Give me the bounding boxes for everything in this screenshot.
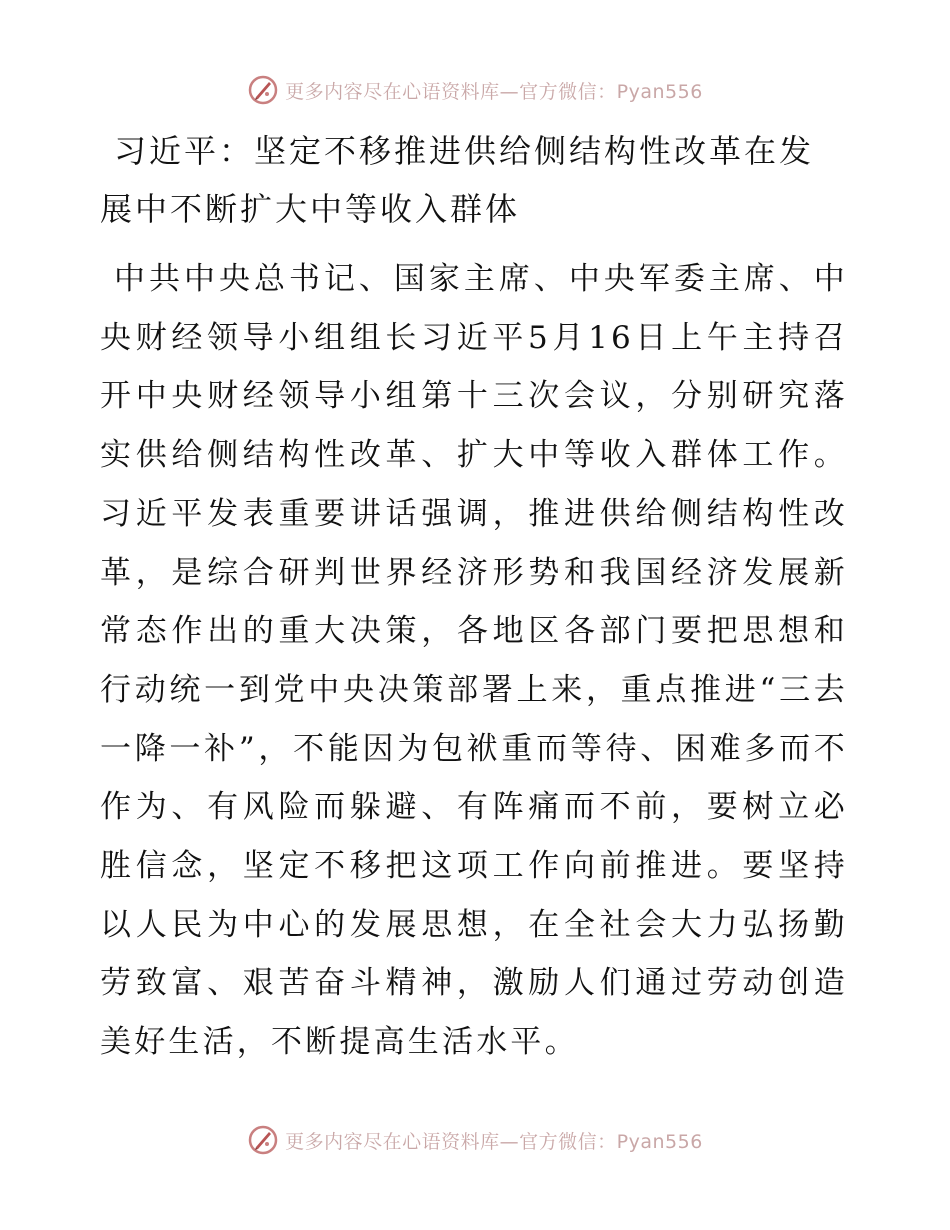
footer-watermark-banner <box>0 1120 950 1160</box>
header-watermark-banner <box>0 70 950 110</box>
article-body: 中共中央总书记、国家主席、中央军委主席、中央财经领导小组组长习近平5月16日上午主持召开中央财经领导小组第十三次会议，分别研究落实供给侧结构性改革、扩大中等收入群体工作。习近平发表重要讲话强调，推进供给侧结构性改革，是综合研判世界经济形势和我国经济发展新常态作出的重大决策，各地区各部门要把思想和行动统一到党中央决策部署上来，重点推进“三去一降一补”，不能因为包袱重而等待、困难多而不作为、有风险而躲避、有阵痛而不前，要树立必胜信念，坚定不移把这项工作向前推进。要坚持以人民为中心的发展思想，在全社会大力弘扬勤劳致富、艰苦奋斗精神，激励人们通过劳动创造美好生活，不断提高生活水平。 <box>100 261 848 1061</box>
quill-seal-icon <box>247 74 279 106</box>
article-title: 习近平：坚定不移推进供给侧结构性改革在发展中不断扩大中等收入群体 <box>100 132 815 228</box>
header-watermark-text: 更多内容尽在心语资料库—官方微信：Pyan556 <box>285 80 703 103</box>
quill-seal-icon <box>247 1124 279 1156</box>
footer-watermark-text: 更多内容尽在心语资料库—官方微信：Pyan556 <box>285 1130 703 1153</box>
